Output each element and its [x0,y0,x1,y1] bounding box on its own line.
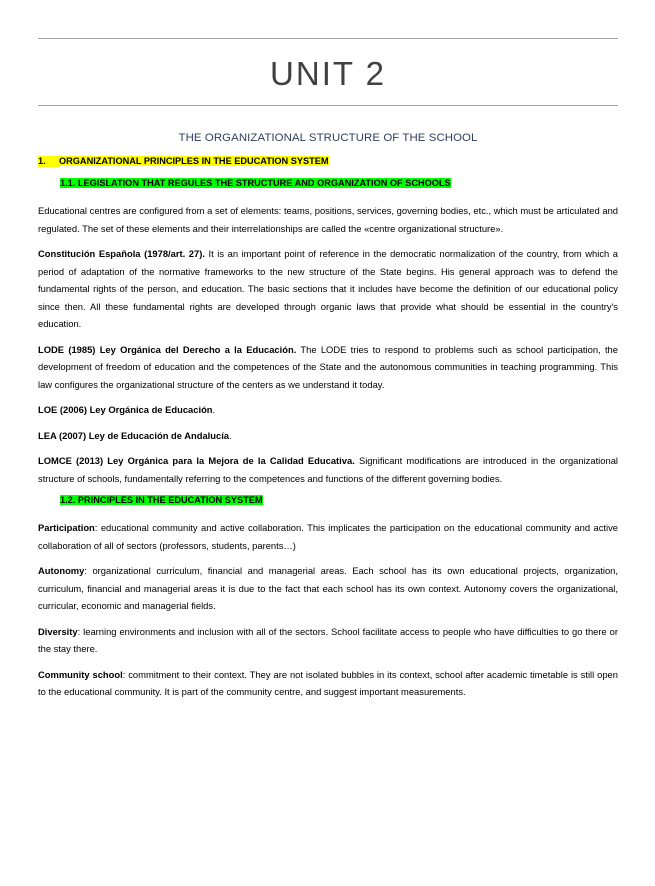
unit-title: UNIT 2 [270,55,386,92]
subsection-title: 1.1. LEGISLATION THAT REGULES THE STRUCTURE AND ORGANIZATION OF SCHOOLS [60,178,451,189]
text-lea: . [229,429,232,441]
text-participation: : educational community and active collaboration. This implicates the participation on the educational community and active collaboration of all of sectors (professors, students, parents…) [38,522,618,551]
term-loe: LOE (2006) Ley Orgánica de Educación [38,404,213,416]
paragraph-diversity [38,623,618,658]
term-lode: LODE (1985) Ley Orgánica del Derecho a la Educación. [38,343,297,355]
term-participation: Participation [38,522,95,534]
document-title: THE ORGANIZATIONAL STRUCTURE OF THE SCHOOL [178,132,478,144]
term-diversity: Diversity [38,625,78,637]
term-constitucion: Constitución Española (1978/art. 27). [38,248,205,260]
paragraph-lode [38,341,618,394]
section-number: 1. [38,156,59,167]
document-page [0,38,655,886]
paragraph-participation [38,519,618,554]
term-community-school: Community school [38,668,123,680]
section-heading-1 [38,156,618,167]
text-constitucion: It is an important point of reference in the democratic normalization of the country, from which a period of adaptation of the normative frameworks to the new structure of the State begins. His general approach was to defend the fundamental rights of the person, and education. The basic sections that it includes have become the definition of our educational policy since then. All these fundamental rights are developed through organic laws that provide what should be essential in the country's education. [38,248,619,330]
text-lomce: Significant modifications are introduced in the organizational structure of schools, fundamentally referring to the competences and functions of the different governing bodies. [38,455,618,484]
paragraph-community-school [38,666,618,701]
top-rule [38,38,618,39]
subsection-heading-1-2 [60,495,618,506]
paragraph-lea [38,427,618,445]
text-diversity: : learning environments and inclusion with all of the sectors. School facilitate access to people who have difficulties to go there or the stay there. [38,625,618,655]
paragraph-intro: Educational centres are configured from a set of elements: teams, positions, services, governing bodies, etc., which must be articulated and regulated. The set of these elements and their interrelationships are called the «centre organizational structure». [38,205,618,234]
subsection-title: 1.2. PRINCIPLES IN THE EDUCATION SYSTEM [60,495,263,506]
text-autonomy: : organizational curriculum, financial and managerial areas. Each school has its own educational projects, organization, curriculum, financial and managerial areas it is due to the fact that each school has its own context. Autonomy covers the organizational, curricular, economic and managerial fields. [38,565,618,612]
title-rule [38,105,618,106]
paragraph-loe [38,401,618,419]
paragraph-lomce [38,452,618,487]
text-lode: The LODE tries to respond to problems such as school participation, the development of freedom of education and the competences of the State and the autonomous communities in teaching programming. This law configures the organizational structure of the centers as we understand it today. [38,343,618,390]
text-community-school: : commitment to their context. They are not isolated bubbles in its context, school after academic timetable is still open to the educational community. It is part of the community centre, and suggest important measurements. [38,668,618,698]
term-lea: LEA (2007) Ley de Educación de Andalucía [38,429,230,441]
section-title: ORGANIZATIONAL PRINCIPLES IN THE EDUCATION SYSTEM [59,156,329,166]
paragraph-constitucion [38,245,618,333]
subsection-heading-1-1 [60,178,618,189]
paragraph-autonomy [38,562,618,615]
text-loe: . [212,404,216,416]
term-autonomy: Autonomy [38,565,85,577]
term-lomce: LOMCE (2013) Ley Orgánica para la Mejora de la Calidad Educativa. [38,455,355,467]
